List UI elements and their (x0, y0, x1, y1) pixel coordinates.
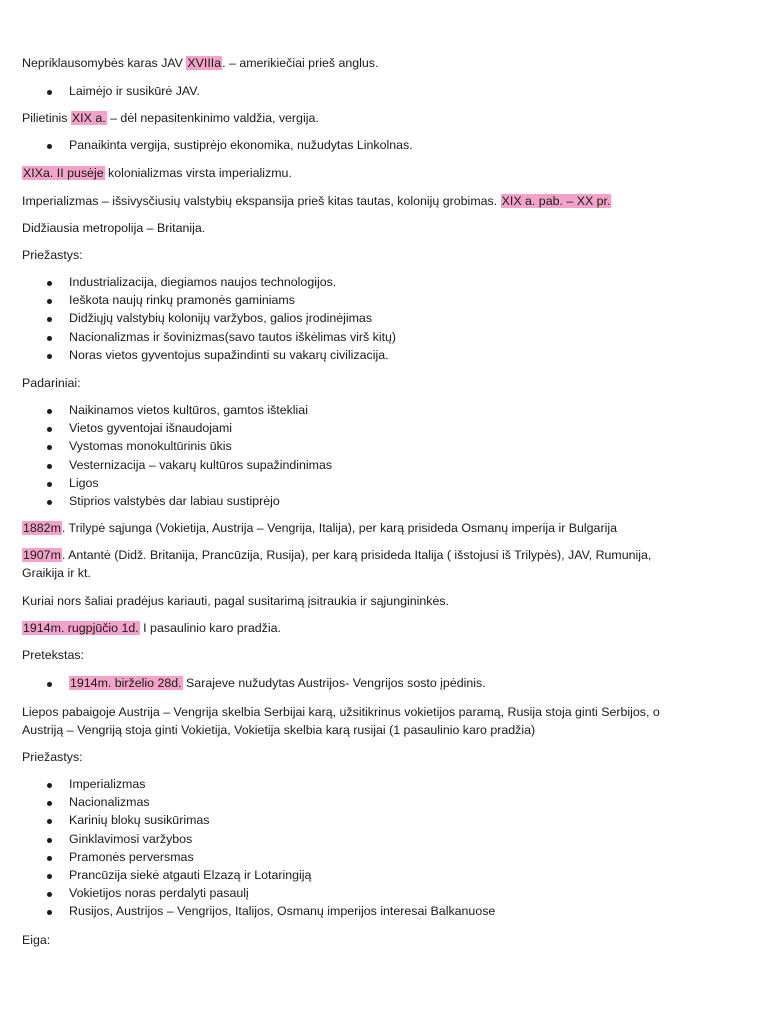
list-item: Nacionalizmas (44, 795, 495, 813)
list-item: Vesternizacija – vakarų kultūros supažindinimas (44, 458, 332, 476)
list-item: Pramonės perversmas (44, 850, 495, 868)
highlight-date: 1907m (23, 548, 61, 562)
list-item: Vystomas monokultūrinis ūkis (44, 439, 332, 457)
list-item: Naikinamos vietos kultūros, gamtos ištekliai (44, 403, 332, 421)
list-item: Prancūzija siekė atgauti Elzazą ir Lotaringiją (44, 868, 495, 886)
line-triple-alliance: 1882m. Trilypė sąjunga (Vokietija, Austrija – Vengrija, Italija), per karą prisideda Osmanų imperija ir Bulgarija (23, 521, 617, 535)
bullet-list (44, 84, 200, 102)
line-july-events: Liepos pabaigoje Austrija – Vengrija skelbia Serbijai karą, užsitikrinus vokietijos paramą, Rusija stoja ginti Serbijos, o (22, 705, 660, 719)
ww1-causes-list (44, 777, 495, 923)
consequences-list (44, 403, 332, 512)
line-july-events-continued: Austriją – Vengriją stoja ginti Vokietija, Vokietija skelbia karą rusijai (1 pasaulinio karo pradžia) (22, 723, 536, 737)
highlight-date: 1914m. rugpjūčio 1d. (23, 621, 139, 635)
list-item: Ligos (44, 476, 332, 494)
highlight-date: XIX a. pab. – XX pr. (501, 194, 611, 208)
highlight-date: 1914m. birželio 28d. (70, 676, 182, 690)
list-item: Ginklavimosi varžybos (44, 832, 495, 850)
heading-consequences: Padariniai: (22, 376, 81, 390)
list-item: Karinių blokų susikūrimas (44, 813, 495, 831)
list-item: Ieškota naujų rinkų pramonės gaminiams (44, 293, 396, 311)
list-item: Vietos gyventojai išnaudojami (44, 421, 332, 439)
highlight-date: XIX a. (71, 111, 106, 125)
list-item: Noras vietos gyventojus supažindinti su vakarų civilizacija. (44, 348, 396, 366)
line-independence-war: Nepriklausomybės karas JAV XVIIIa. – amerikiečiai prieš anglus. (22, 56, 379, 70)
highlight-date: 1882m (23, 521, 61, 535)
list-item: Nacionalizmas ir šovinizmas(savo tautos iškėlimas virš kitų) (44, 330, 396, 348)
line-civil-war: Pilietinis XIX a. – dėl nepasitenkinimo valdžia, vergija. (22, 111, 319, 125)
list-item: Stiprios valstybės dar labiau sustiprėjo (44, 494, 332, 512)
heading-pretext: Pretekstas: (22, 648, 84, 662)
line-imperialism-definition: Imperializmas – išsivysčiusių valstybių ekspansija prieš kitas tautas, kolonijų grobimas. XIX a. pab. – XX pr. (22, 194, 611, 208)
list-item: Didžiųjų valstybių kolonijų varžybos, galios įrodinėjimas (44, 311, 396, 329)
highlight-date: XIXa. II pusėje (23, 166, 104, 180)
line-entente-continued: Graikija ir kt. (22, 566, 91, 580)
heading-causes-ww1: Priežastys: (22, 750, 83, 764)
pretext-list (44, 676, 486, 694)
heading-causes: Priežastys: (22, 248, 83, 262)
heading-course: Eiga: (22, 933, 51, 947)
list-item: Industrializacija, diegiamos naujos technologijos. (44, 275, 396, 293)
highlight-date: XVIIIa (187, 56, 222, 70)
list-item: Imperializmas (44, 777, 495, 795)
causes-list (44, 275, 396, 366)
list-item: 1914m. birželio 28d. Sarajeve nužudytas Austrijos- Vengrijos sosto įpėdinis. (44, 676, 486, 694)
line-entente: 1907m. Antantė (Didž. Britanija, Prancūzija, Rusija), per karą prisideda Italija ( išstojusi iš Trilypės), JAV, Rumunija, (23, 548, 652, 562)
list-item: Laimėjo ir susikūrė JAV. (44, 84, 200, 102)
bullet-list (44, 138, 413, 156)
line-metropolis: Didžiausia metropolija – Britanija. (22, 221, 206, 235)
line-war-start: 1914m. rugpjūčio 1d. I pasaulinio karo pradžia. (23, 621, 281, 635)
list-item: Vokietijos noras perdalyti pasaulį (44, 886, 495, 904)
list-item: Rusijos, Austrijos – Vengrijos, Italijos, Osmanų imperijos interesai Balkanuose (44, 904, 495, 922)
line-alliance-rule: Kuriai nors šaliai pradėjus kariauti, pagal susitarimą įsitraukia ir sąjungininkės. (22, 594, 449, 608)
line-colonialism: XIXa. II pusėje kolonializmas virsta imperializmu. (23, 166, 292, 180)
list-item: Panaikinta vergija, sustiprėjo ekonomika, nužudytas Linkolnas. (44, 138, 413, 156)
